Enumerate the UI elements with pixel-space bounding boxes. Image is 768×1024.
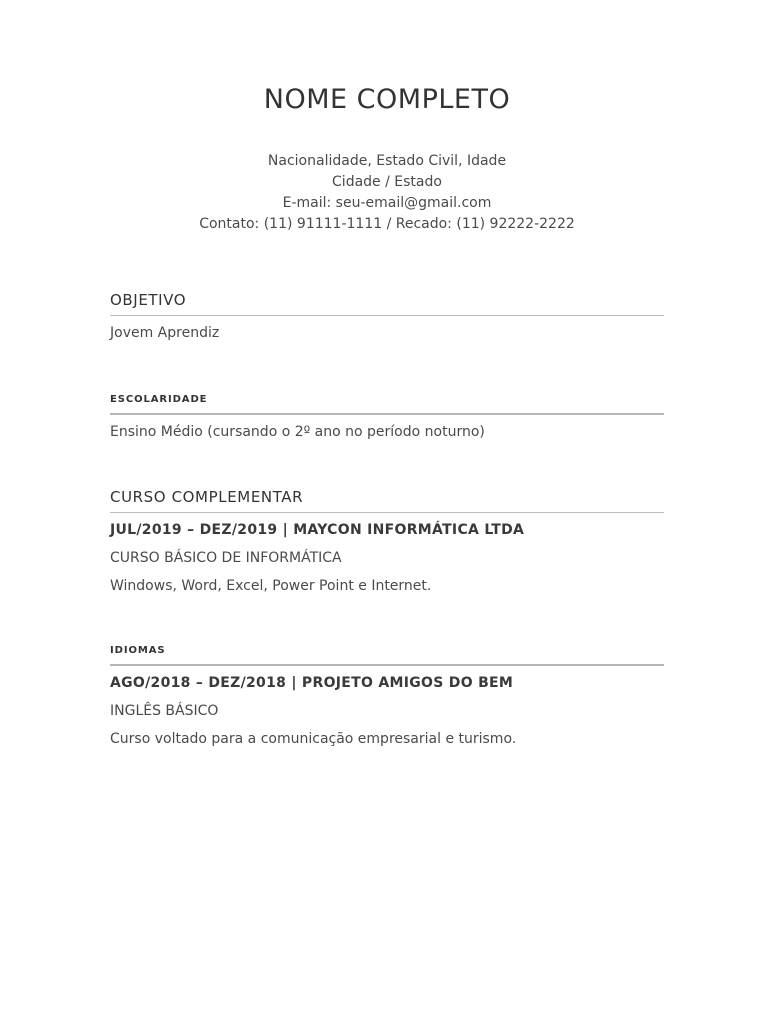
section-escolaridade: [110, 391, 664, 442]
section-divider: [110, 315, 664, 316]
section-title: CURSO COMPLEMENTAR: [110, 488, 304, 506]
section-title: OBJETIVO: [110, 291, 187, 309]
course-entry-subtitle: CURSO BÁSICO DE INFORMÁTICA: [110, 550, 342, 566]
full-name: NOME COMPLETO: [263, 84, 511, 115]
course-entry-description: Windows, Word, Excel, Power Point e Internet.: [110, 578, 432, 594]
section-objetivo: [110, 289, 664, 343]
language-entry-description: Curso voltado para a comunicação empresarial e turismo.: [110, 731, 517, 747]
language-entry-subtitle: INGLÊS BÁSICO: [110, 703, 219, 719]
objective-text: Jovem Aprendiz: [110, 325, 220, 341]
section-title: ESCOLARIDADE: [110, 394, 208, 405]
language-entry-heading: AGO/2018 – DEZ/2018 | PROJETO AMIGOS DO BEM: [110, 675, 514, 691]
course-entry-heading: JUL/2019 – DEZ/2019 | MAYCON INFORMÁTICA LTDA: [110, 522, 525, 538]
personal-info-line: Nacionalidade, Estado Civil, Idade: [267, 153, 507, 169]
section-curso-complementar: [110, 486, 664, 596]
location-line: Cidade / Estado: [332, 174, 442, 190]
education-text: Ensino Médio (cursando o 2º ano no período noturno): [110, 424, 485, 440]
section-title: IDIOMAS: [110, 645, 166, 656]
section-divider: [110, 413, 664, 415]
section-idiomas: [110, 642, 664, 749]
contact-block: [110, 151, 664, 235]
section-divider: [110, 664, 664, 666]
phone-line: Contato: (11) 91111-1111 / Recado: (11) 92222-2222: [199, 216, 575, 232]
section-divider: [110, 512, 664, 513]
email-line: E-mail: seu-email@gmail.com: [282, 195, 492, 211]
